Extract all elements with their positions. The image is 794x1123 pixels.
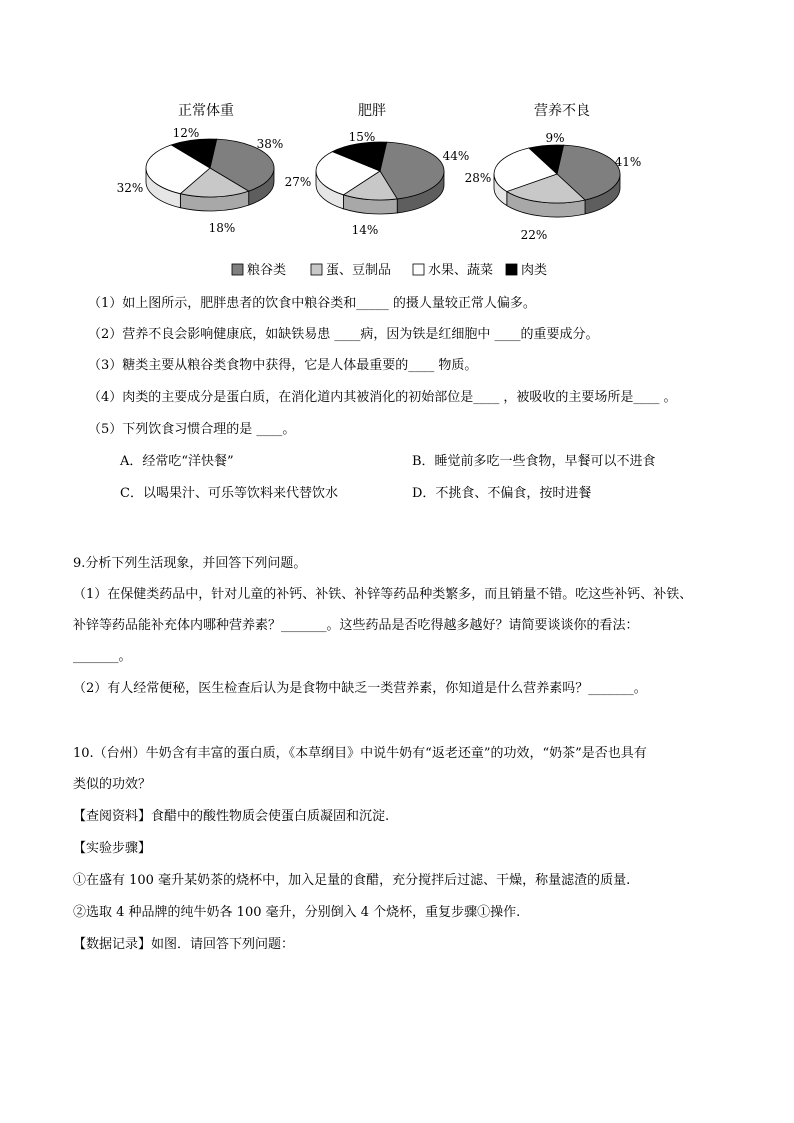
- pie-chart-malnourished: [465, 102, 642, 242]
- q8-option-c: C．以喝果汁、可乐等饮料来代替饮水: [120, 486, 338, 501]
- q10-stem-line2: 类似的功效？: [73, 777, 152, 792]
- legend-swatch: [506, 264, 517, 275]
- q8-part2: （2）营养不良会影响健康底，如缺铁易患 ____病，因为铁是红细胞中 ____的重要成分。: [88, 327, 599, 342]
- q8-part1: （1）如上图所示，肥胖患者的饮食中粮谷类和_____ 的摄人量较正常人偏多。: [88, 296, 536, 311]
- q8-option-a: A．经常吃“洋快餐”: [120, 454, 234, 469]
- pie-data-label: 9%: [545, 131, 565, 145]
- pie-chart-normal-weight: [117, 102, 284, 235]
- q10-materials: 【查阅资料】食醋中的酸性物质会使蛋白质凝固和沉淀.: [73, 809, 390, 824]
- legend-swatch: [413, 264, 424, 275]
- q9-part1-line3: _______。: [73, 649, 132, 664]
- q8-option-d: D．不挑食、不偏食，按时进餐: [412, 486, 592, 501]
- pie-data-label: 15%: [348, 130, 376, 144]
- q9-part1-line2: 补锌等药品能补充体内哪种营养素？_______。这些药品是否吃得越多越好？请简要谈谈你的看法：: [73, 618, 639, 633]
- q9-part1-line1: （1）在保健类药品中，针对儿童的补钙、补铁、补锌等药品种类繁多，而且销量不错。吃这些补钙、补铁、: [73, 587, 693, 602]
- q9-title: 9.分析下列生活现象，并回答下列问题。: [73, 556, 307, 571]
- q10-step2: ②选取 4 种品牌的纯牛奶各 100 毫升，分别倒入 4 个烧杯，重复步骤①操作.: [73, 905, 521, 920]
- chart-legend: [232, 262, 547, 278]
- pie-data-label: 32%: [116, 181, 144, 195]
- q10-data-record: 【数据记录】如图．请回答下列问题：: [73, 937, 295, 952]
- pie-data-label: 44%: [442, 149, 470, 163]
- q9-part2: （2）有人经常便秘，医生检查后认为是食物中缺乏一类营养素，你知道是什么营养素吗？_______。: [73, 681, 647, 696]
- q8-part3: （3）糖类主要从粮谷类食物中获得，它是人体最重要的____ 物质。: [88, 358, 478, 373]
- legend-label: 肉类: [521, 263, 548, 278]
- q10-step1: ①在盛有 100 毫升某奶茶的烧杯中，加入足量的食醋，充分搅拌后过滤、干燥，称量滤渣的质量.: [73, 873, 631, 888]
- legend-label: 粮谷类: [247, 263, 287, 278]
- pie-title: 肥胖: [358, 103, 386, 119]
- pie-data-label: 14%: [351, 223, 379, 237]
- pie-data-label: 27%: [284, 175, 312, 189]
- legend-label: 水果、蔬菜: [428, 263, 494, 278]
- q10-steps-heading: 【实验步骤】: [73, 841, 152, 856]
- q10-stem-line1: 10.（台州）牛奶含有丰富的蛋白质，《本草纲目》中说牛奶有“返老还童”的功效，“奶茶”是否也具有: [73, 746, 647, 761]
- pie-title: 正常体重: [178, 103, 234, 119]
- q8-part5: （5）下列饮食习惯合理的是 ____。: [88, 422, 296, 437]
- pie-data-label: 12%: [172, 126, 200, 140]
- legend-swatch: [232, 264, 243, 275]
- legend-label: 蛋、豆制品: [326, 263, 392, 278]
- pie-charts-figure: [0, 0, 794, 290]
- pie-data-label: 22%: [520, 228, 548, 242]
- pie-data-label: 28%: [464, 171, 492, 185]
- pie-data-label: 38%: [256, 137, 284, 151]
- q8-option-b: B．睡觉前多吃一些食物，早餐可以不进食: [412, 454, 656, 469]
- pie-title: 营养不良: [534, 103, 590, 119]
- q8-part4: （4）肉类的主要成分是蛋白质，在消化道内其被消化的初始部位是____ ，被吸收的主要场所是____ 。: [88, 390, 677, 405]
- legend-swatch: [311, 264, 322, 275]
- pie-data-label: 18%: [208, 221, 236, 235]
- pie-chart-obese: [285, 103, 470, 237]
- pie-data-label: 41%: [614, 155, 642, 169]
